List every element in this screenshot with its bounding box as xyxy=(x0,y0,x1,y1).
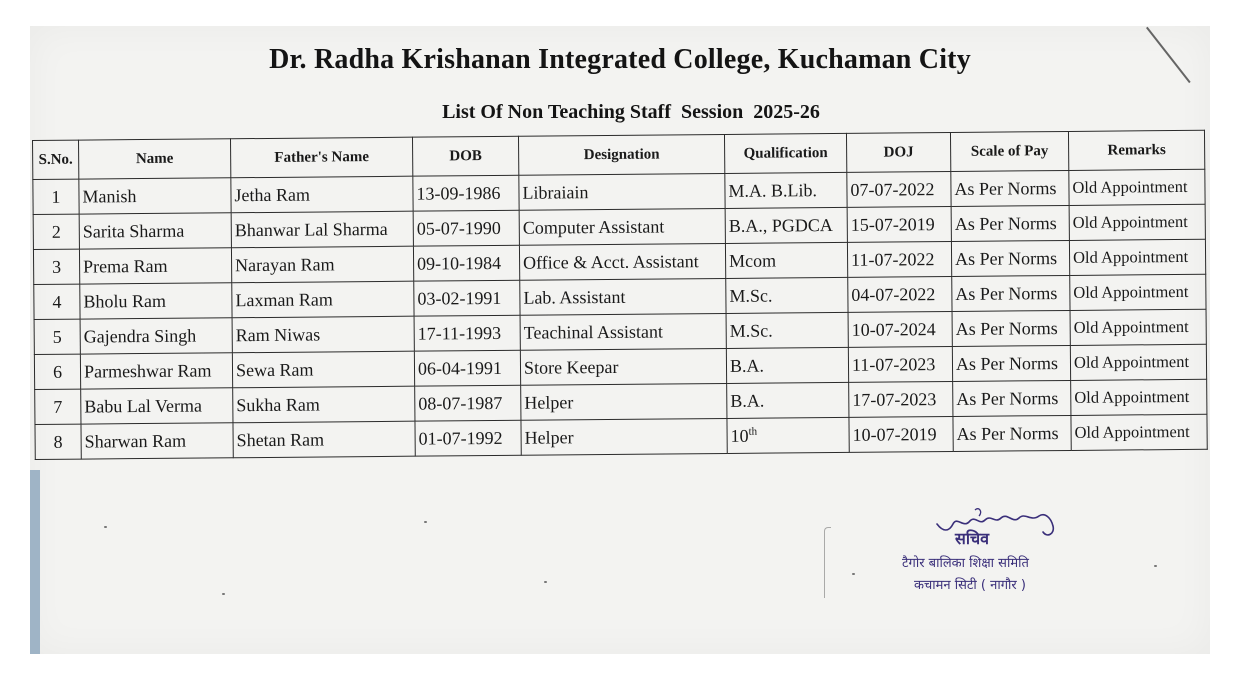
cell-father-name: Ram Niwas xyxy=(232,316,414,353)
cell-designation: Teachinal Assistant xyxy=(520,313,726,350)
paper-speck xyxy=(104,526,107,528)
cell-scale-of-pay: As Per Norms xyxy=(951,205,1069,241)
cell-remarks: Old Appointment xyxy=(1070,344,1206,380)
cell-designation: Office & Acct. Assistant xyxy=(519,243,725,280)
cell-dob: 13-09-1986 xyxy=(413,175,519,211)
cell-scale-of-pay: As Per Norms xyxy=(953,415,1071,451)
list-subtitle: List Of Non Teaching Staff Session 2025-26 xyxy=(442,101,820,123)
cell-father-name: Sukha Ram xyxy=(233,386,415,423)
cell-sno: 5 xyxy=(34,319,80,354)
cell-dob: 03-02-1991 xyxy=(414,280,520,316)
cell-qualification: B.A., PGDCA xyxy=(725,207,847,243)
cell-remarks: Old Appointment xyxy=(1069,204,1205,240)
cell-name: Parmeshwar Ram xyxy=(80,353,232,389)
cell-qualification: M.A. B.Lib. xyxy=(725,172,847,208)
cell-remarks: Old Appointment xyxy=(1071,379,1207,415)
cell-father-name: Sewa Ram xyxy=(232,351,414,388)
cell-qualification: B.A. xyxy=(726,347,848,383)
cell-name: Bholu Ram xyxy=(80,283,232,319)
paper-speck xyxy=(852,573,855,575)
cell-scale-of-pay: As Per Norms xyxy=(952,310,1070,346)
cell-doj: 11-07-2022 xyxy=(847,241,951,277)
cell-sno: 2 xyxy=(33,214,79,249)
header-dob: DOB xyxy=(412,136,518,176)
header-scale-of-pay: Scale of Pay xyxy=(950,131,1068,171)
cell-sno: 6 xyxy=(34,354,80,389)
cell-designation: Libraiain xyxy=(519,173,725,210)
cell-dob: 05-07-1990 xyxy=(413,210,519,246)
cell-father-name: Laxman Ram xyxy=(232,281,414,318)
cell-dob: 01-07-1992 xyxy=(415,420,521,456)
staff-table-container xyxy=(32,130,1207,460)
header-remarks: Remarks xyxy=(1068,130,1204,170)
cell-name: Sharwan Ram xyxy=(81,423,233,459)
header-father-name: Father's Name xyxy=(230,137,412,178)
cell-sno: 3 xyxy=(33,249,79,284)
cell-name: Babu Lal Verma xyxy=(81,388,233,424)
cell-dob: 06-04-1991 xyxy=(414,350,520,386)
cell-father-name: Jetha Ram xyxy=(231,176,413,213)
cell-doj: 15-07-2019 xyxy=(847,206,951,242)
header-doj: DOJ xyxy=(846,132,950,172)
cell-designation: Helper xyxy=(521,418,727,455)
cell-doj: 11-07-2023 xyxy=(848,346,952,382)
cell-scale-of-pay: As Per Norms xyxy=(952,275,1070,311)
cell-scale-of-pay: As Per Norms xyxy=(953,380,1071,416)
paper-speck xyxy=(1154,565,1157,567)
cell-qualification xyxy=(727,417,849,453)
cell-qualification: M.Sc. xyxy=(726,277,848,313)
cell-designation: Computer Assistant xyxy=(519,208,725,245)
background-edge xyxy=(30,470,40,654)
cell-designation: Lab. Assistant xyxy=(520,278,726,315)
signature-image xyxy=(935,506,1060,546)
stamp-bracket xyxy=(824,527,831,598)
cell-doj: 07-07-2022 xyxy=(847,171,951,207)
cell-doj: 10-07-2024 xyxy=(848,311,952,347)
cell-scale-of-pay: As Per Norms xyxy=(951,170,1069,206)
cell-scale-of-pay: As Per Norms xyxy=(952,345,1070,381)
qualification-value: 10 xyxy=(730,425,749,446)
cell-remarks: Old Appointment xyxy=(1069,169,1205,205)
cell-doj: 17-07-2023 xyxy=(849,381,953,417)
cell-remarks: Old Appointment xyxy=(1070,309,1206,345)
stamp-title: सचिव xyxy=(955,529,990,548)
paper-speck xyxy=(544,581,547,583)
paper-speck xyxy=(424,521,427,523)
header-qualification: Qualification xyxy=(724,133,846,173)
cell-designation: Store Keepar xyxy=(520,348,726,385)
cell-sno: 7 xyxy=(35,389,81,424)
cell-father-name: Shetan Ram xyxy=(233,421,415,458)
staff-table xyxy=(32,130,1208,460)
cell-remarks: Old Appointment xyxy=(1069,239,1205,275)
cell-remarks: Old Appointment xyxy=(1070,274,1206,310)
qualification-superscript: th xyxy=(748,425,758,438)
cell-doj: 04-07-2022 xyxy=(848,276,952,312)
stamp-location: कचामन सिटी ( नागौर ) xyxy=(914,578,1026,593)
cell-doj: 10-07-2019 xyxy=(849,416,953,452)
cell-qualification: Mcom xyxy=(725,242,847,278)
cell-dob: 17-11-1993 xyxy=(414,315,520,351)
header-sno: S.No. xyxy=(33,140,79,179)
cell-remarks: Old Appointment xyxy=(1071,414,1207,450)
cell-dob: 09-10-1984 xyxy=(413,245,519,281)
paper-speck xyxy=(222,593,225,595)
cell-name: Sarita Sharma xyxy=(79,213,231,249)
college-title: Dr. Radha Krishanan Integrated College, Kuchaman City xyxy=(269,44,971,75)
cell-qualification: B.A. xyxy=(727,382,849,418)
cell-name: Gajendra Singh xyxy=(80,318,232,354)
cell-father-name: Narayan Ram xyxy=(231,246,413,283)
header-name: Name xyxy=(79,139,231,179)
cell-name: Manish xyxy=(79,178,231,214)
cell-father-name: Bhanwar Lal Sharma xyxy=(231,211,413,248)
cell-sno: 1 xyxy=(33,179,79,214)
cell-scale-of-pay: As Per Norms xyxy=(951,240,1069,276)
cell-dob: 08-07-1987 xyxy=(415,385,521,421)
header-designation: Designation xyxy=(518,134,724,175)
cell-sno: 4 xyxy=(34,284,80,319)
cell-sno: 8 xyxy=(35,424,81,459)
cell-qualification: M.Sc. xyxy=(726,312,848,348)
stamp-org-name: टैगोर बालिका शिक्षा समिति xyxy=(902,556,1029,571)
cell-name: Prema Ram xyxy=(79,248,231,284)
cell-designation: Helper xyxy=(521,383,727,420)
